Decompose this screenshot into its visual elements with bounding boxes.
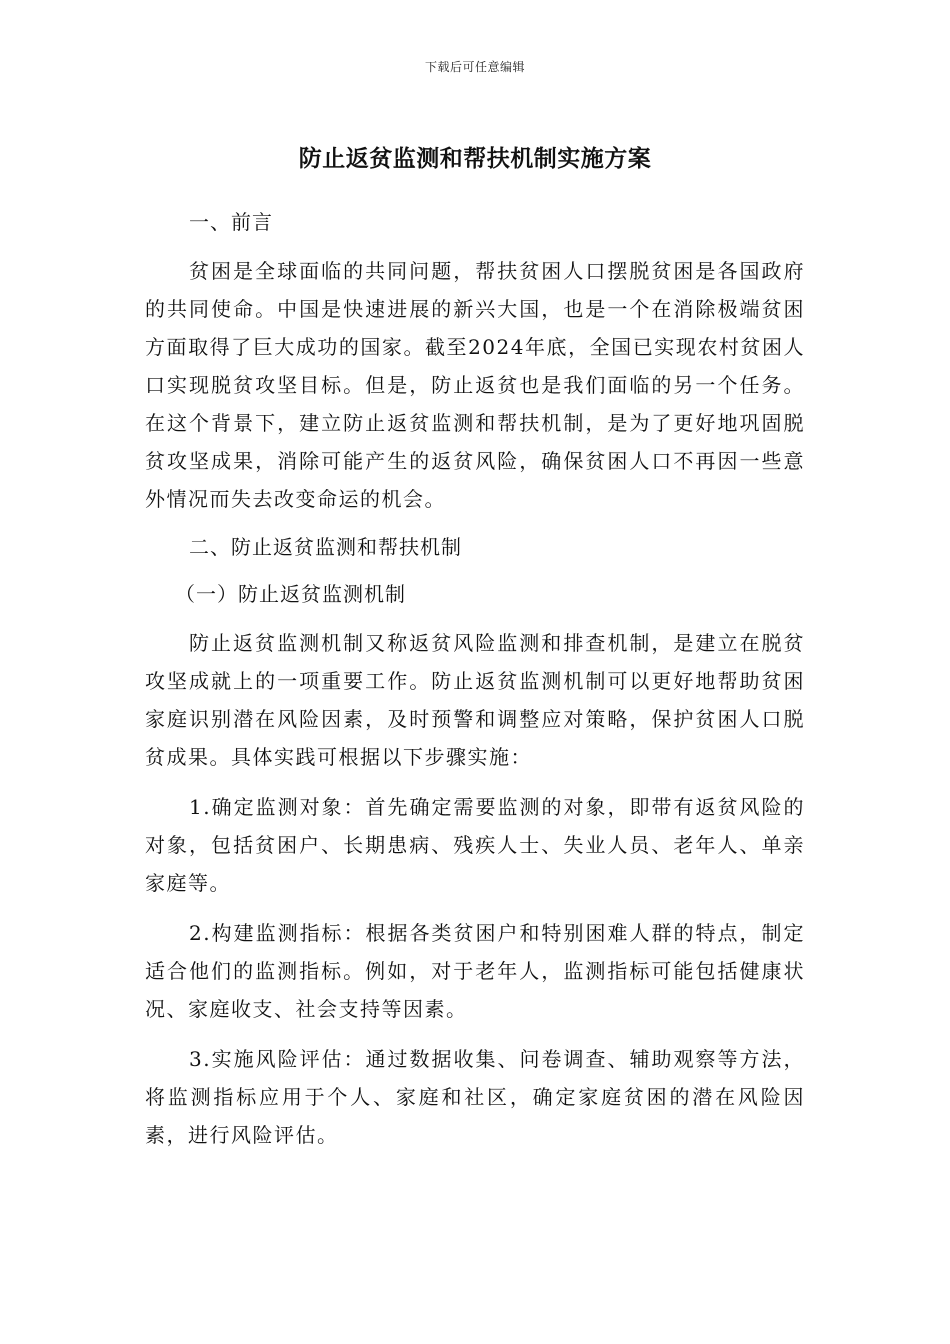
header-note: 下载后可任意编辑 — [424, 60, 525, 74]
document-body — [145, 205, 805, 1166]
document-title: 防止返贫监测和帮扶机制实施方案 — [298, 146, 652, 172]
preface-paragraph: 贫困是全球面临的共同问题，帮扶贫困人口摆脱贫困是各国政府的共同使命。中国是快速进展的新兴大国，也是一个在消除极端贫困方面取得了巨大成功的国家。截至2024年底，全国已实现农村贫困人口实现脱贫攻坚目标。但是，防止返贫也是我们面临的另一个任务。在这个背景下，建立防止返贫监测和帮扶机制，是为了更好地巩固脱贫攻坚成果，消除可能产生的返贫风险，确保贫困人口不再因一些意外情况而失去改变命运的机会。 — [145, 259, 805, 511]
monitoring-intro-paragraph: 防止返贫监测机制又称返贫风险监测和排查机制，是建立在脱贫攻坚成就上的一项重要工作。防止返贫监测机制可以更好地帮助贫困家庭识别潜在风险因素，及时预警和调整应对策略，保护贫困人口脱贫成果。具体实践可根据以下步骤实施： — [145, 631, 805, 769]
step-3-paragraph: 3.实施风险评估：通过数据收集、问卷调查、辅助观察等方法，将监测指标应用于个人、家庭和社区，确定家庭贫困的潜在风险因素，进行风险评估。 — [145, 1047, 805, 1147]
step-1-paragraph: 1.确定监测对象：首先确定需要监测的对象，即带有返贫风险的对象，包括贫困户、长期患病、残疾人士、失业人员、老年人、单亲家庭等。 — [145, 795, 805, 895]
preface-heading: 一、前言 — [189, 210, 273, 234]
mechanism-heading: 二、防止返贫监测和帮扶机制 — [189, 535, 462, 559]
monitoring-subheading: （一）防止返贫监测机制 — [175, 582, 406, 606]
step-2-paragraph: 2.构建监测指标：根据各类贫困户和特别困难人群的特点，制定适合他们的监测指标。例如，对于老年人，监测指标可能包括健康状况、家庭收支、社会支持等因素。 — [145, 921, 805, 1021]
